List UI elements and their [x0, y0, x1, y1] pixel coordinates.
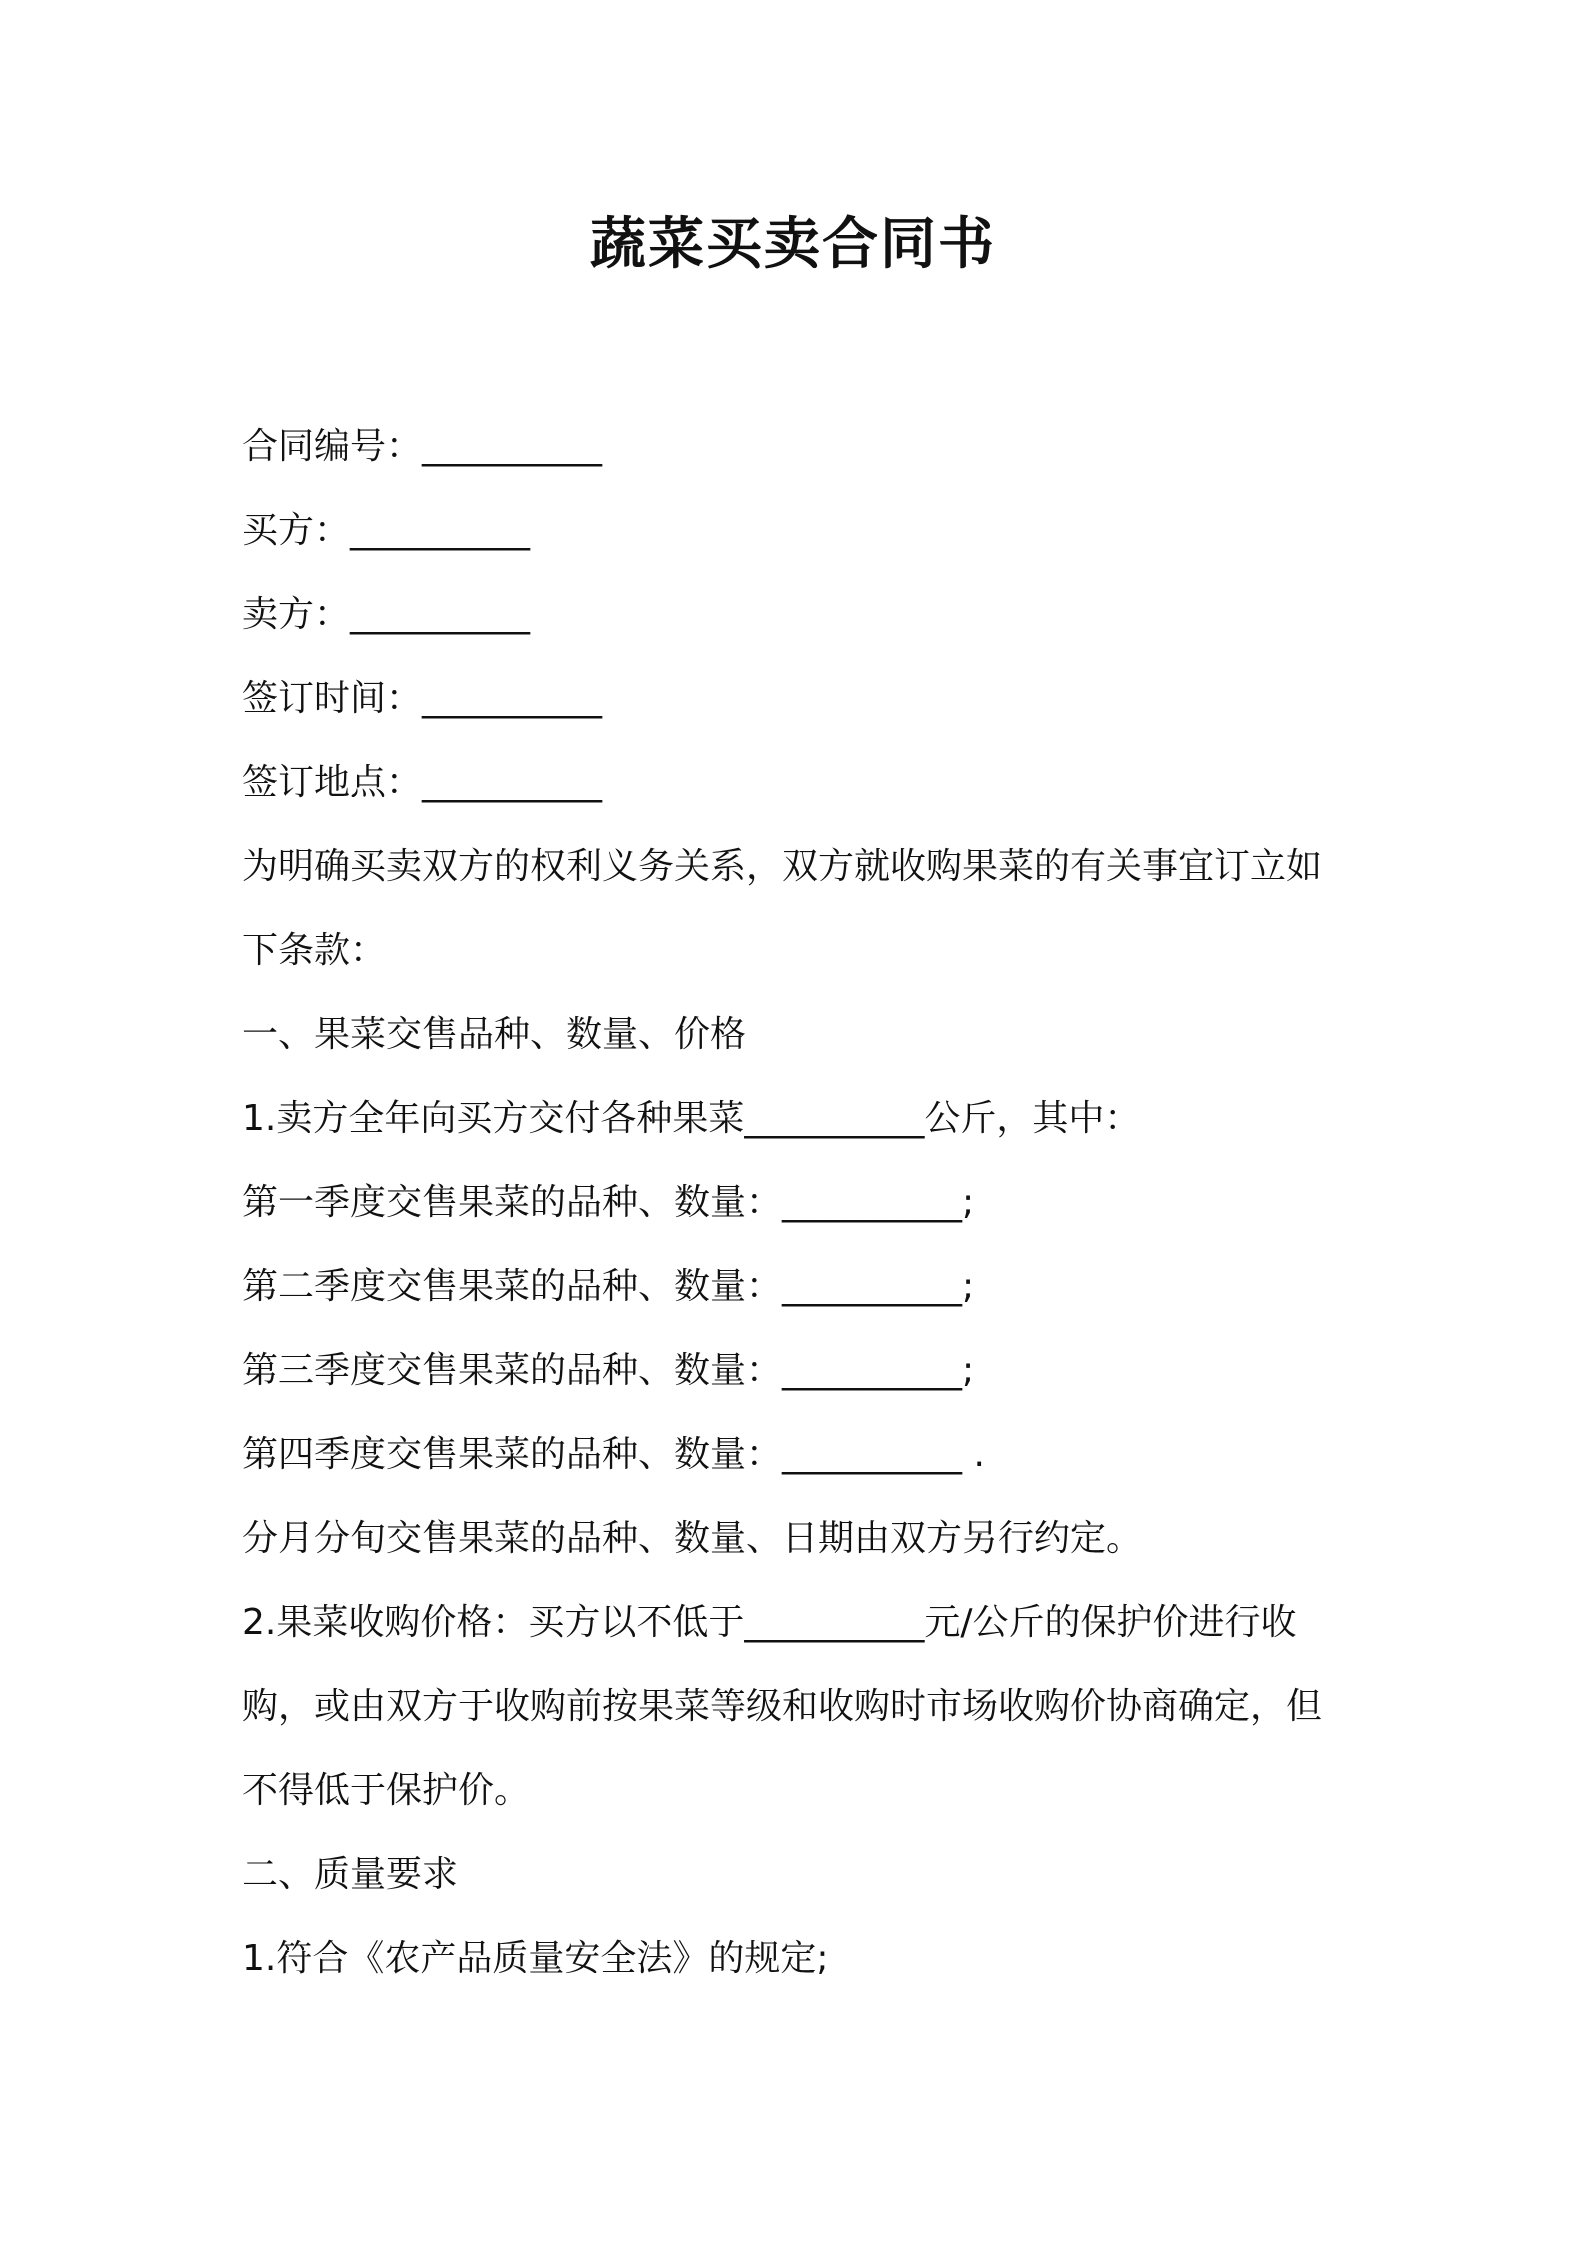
q1-line: 第一季度交售果菜的品种、数量：__________; [242, 1182, 975, 1223]
document-body [242, 405, 1352, 2001]
quality-law-line: 1.符合《农产品质量安全法》的规定; [242, 1938, 829, 1979]
document-title: 蔬菜买卖合同书 [590, 212, 996, 277]
monthly-arrangement-line: 分月分旬交售果菜的品种、数量、日期由双方另行约定。 [242, 1518, 1143, 1559]
seller-line: 卖方：__________ [242, 594, 531, 635]
intro-paragraph: 为明确买卖双方的权利义务关系，双方就收购果菜的有关事宜订立如下条款： [242, 846, 1323, 971]
section-1-heading: 一、果菜交售品种、数量、价格 [242, 1014, 747, 1055]
q4-line: 第四季度交售果菜的品种、数量：__________ . [242, 1434, 985, 1475]
price-paragraph: 2.果菜收购价格：买方以不低于__________元/公斤的保护价进行收购，或由双方于收购前按果菜等级和收购时市场收购价协商确定，但不得低于保护价。 [242, 1602, 1323, 1811]
q2-line: 第二季度交售果菜的品种、数量：__________; [242, 1266, 975, 1307]
section-2-heading: 二、质量要求 [242, 1854, 459, 1895]
buyer-line: 买方：__________ [242, 510, 531, 551]
signing-time-line: 签订时间：__________ [242, 678, 603, 719]
q3-line: 第三季度交售果菜的品种、数量：__________; [242, 1350, 975, 1391]
signing-place-line: 签订地点：__________ [242, 762, 603, 803]
total-quantity-line: 1.卖方全年向买方交付各种果菜__________公斤，其中： [242, 1098, 1141, 1139]
contract-number-line: 合同编号：__________ [242, 426, 603, 467]
